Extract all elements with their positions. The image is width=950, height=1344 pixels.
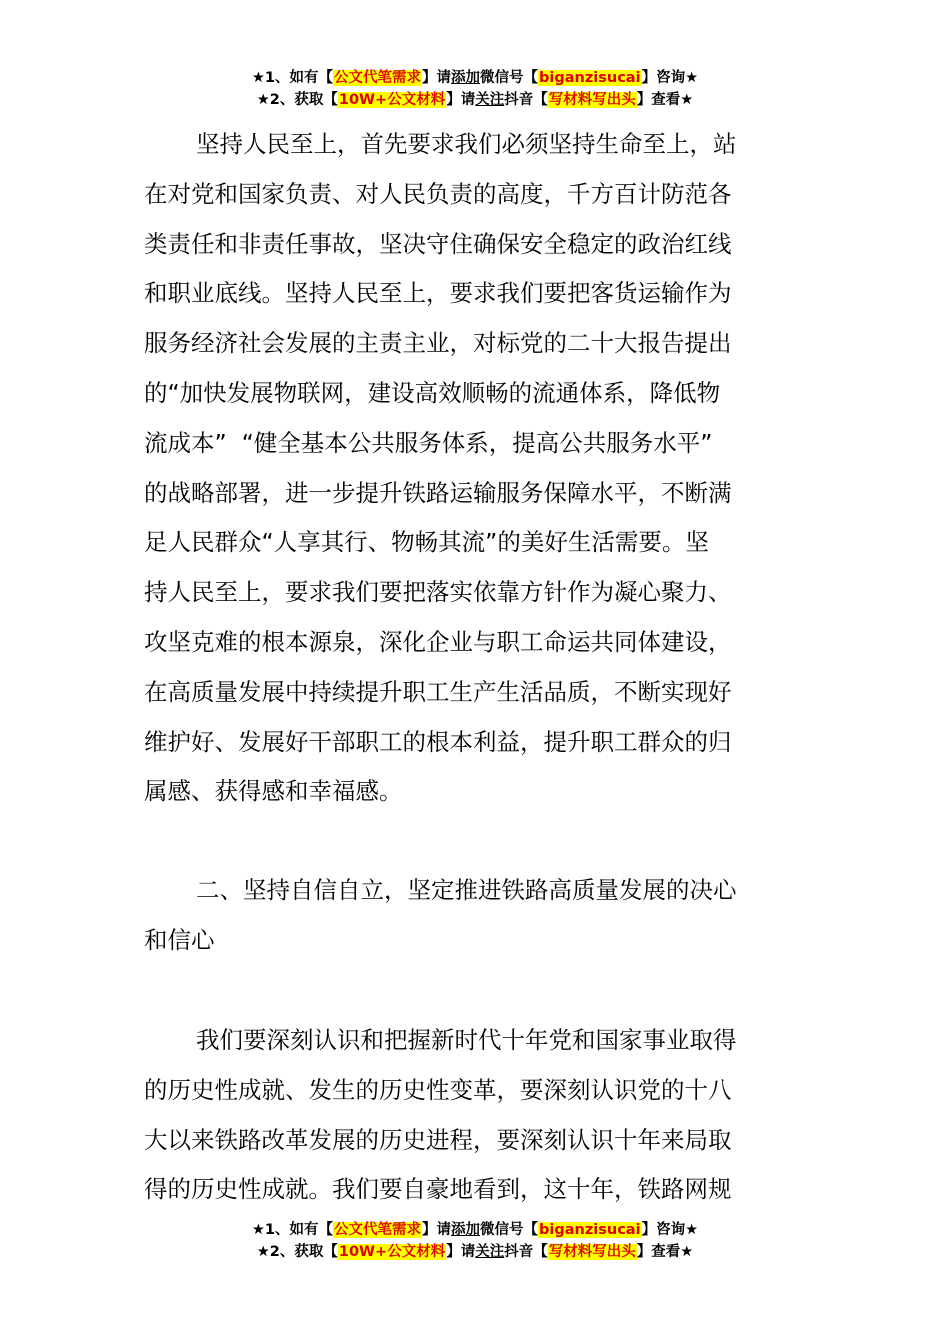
text-line: 攻坚克难的根本源泉，深化企业与职工命运共同体建设， (144, 627, 732, 656)
header-banner (0, 67, 950, 111)
banner-text: ★1、如有【 (251, 70, 334, 86)
text-line: 服务经济社会发展的主责主业，对标党的二十大报告提出 (144, 329, 732, 358)
text-line: 我们要深刻认识和把握新时代十年党和国家事业取得 (196, 1026, 737, 1054)
text-line: 流成本” “健全基本公共服务体系，提高公共服务水平” (144, 428, 713, 457)
text-line: 在对党和国家负责、对人民负责的高度，千方百计防范各 (144, 179, 732, 208)
banner-text: 】咨询★ (641, 70, 699, 86)
banner-underlined: 关注 (475, 92, 505, 108)
banner-text: 】请 (446, 92, 476, 108)
banner-text: ★2、获取【 (256, 1244, 338, 1260)
banner-text: 微信号【 (480, 70, 539, 86)
banner-line-2 (0, 89, 950, 111)
banner-text: 】查看★ (636, 1244, 694, 1260)
text-line: 坚持人民至上，首先要求我们必须坚持生命至上，站 (196, 130, 737, 158)
banner-underlined: 添加 (451, 70, 481, 86)
text-line: 得的历史性成就。我们要自豪地看到，这十年，铁路网规 (144, 1175, 732, 1204)
banner-highlight: 10W+公文材料 (338, 1244, 446, 1260)
banner-text: 抖音【 (504, 92, 548, 108)
text-line: 维护好、发展好干部职工的根本利益，提升职工群众的归 (144, 727, 732, 756)
text-line: 足人民群众“人享其行、物畅其流”的美好生活需要。坚 (144, 528, 709, 557)
banner-text: 微信号【 (480, 1222, 539, 1238)
section-heading-2 (144, 866, 806, 966)
banner-highlight: biganzisucai (539, 1222, 641, 1238)
text-line: 属感、获得感和幸福感。 (144, 777, 403, 806)
banner-underlined: 添加 (451, 1222, 481, 1238)
banner-text: ★1、如有【 (251, 1222, 334, 1238)
banner-highlight: biganzisucai (539, 70, 641, 86)
banner-highlight: 写材料写出头 (548, 92, 636, 108)
text-line: 和职业底线。坚持人民至上，要求我们要把客货运输作为 (144, 279, 732, 308)
paragraph-2 (144, 1016, 806, 1215)
banner-text: 】请 (422, 70, 452, 86)
banner-highlight: 公文代笔需求 (334, 1222, 422, 1238)
banner-text: 】请 (422, 1222, 452, 1238)
footer-banner (0, 1219, 950, 1263)
banner-text: 】查看★ (636, 92, 694, 108)
text-line: 持人民至上，要求我们要把落实依靠方针作为凝心聚力、 (144, 578, 732, 607)
banner-underlined: 关注 (475, 1244, 505, 1260)
banner-highlight: 写材料写出头 (548, 1244, 636, 1260)
text-line: 大以来铁路改革发展的历史进程，要深刻认识十年来局取 (144, 1125, 732, 1154)
text-line: 在高质量发展中持续提升职工生产生活品质，不断实现好 (144, 677, 732, 706)
banner-text: 抖音【 (504, 1244, 548, 1260)
banner-highlight: 公文代笔需求 (334, 70, 422, 86)
banner-text: 】咨询★ (641, 1222, 699, 1238)
paragraph-1 (144, 120, 806, 817)
banner-text: ★2、获取【 (256, 92, 338, 108)
text-line: 的“加快发展物联网，建设高效顺畅的流通体系，降低物 (144, 378, 721, 407)
heading-line: 二、坚持自信自立，坚定推进铁路高质量发展的决心 (196, 876, 737, 904)
banner-line-2 (0, 1241, 950, 1263)
banner-line-1 (0, 67, 950, 89)
banner-text: 】请 (446, 1244, 476, 1260)
text-line: 类责任和非责任事故，坚决守住确保安全稳定的政治红线 (144, 229, 732, 258)
banner-line-1 (0, 1219, 950, 1241)
text-line: 的历史性成就、发生的历史性变革，要深刻认识党的十八 (144, 1075, 732, 1104)
text-line: 的战略部署，进一步提升铁路运输服务保障水平，不断满 (144, 478, 732, 507)
banner-highlight: 10W+公文材料 (338, 92, 446, 108)
heading-line: 和信心 (144, 925, 215, 954)
